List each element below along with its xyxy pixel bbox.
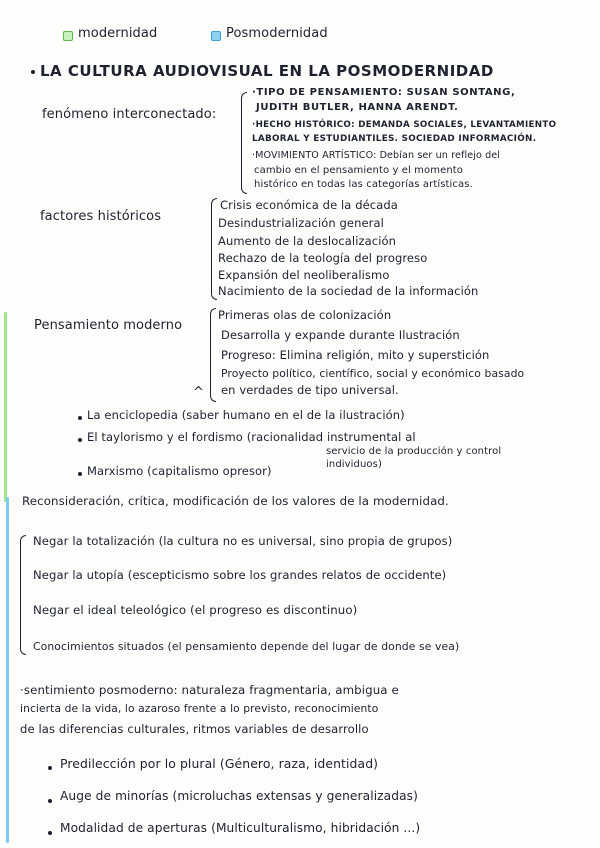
fenomeno-line: ·TIPO DE PENSAMIENTO: SUSAN SONTANG, <box>252 87 516 98</box>
modernidad-highlight-bar <box>4 312 7 502</box>
bullet-dot <box>48 766 52 770</box>
negacion-item: Negar la utopía (escepticismo sobre los grandes relatos de occidente) <box>33 568 447 582</box>
pensamiento-item: Proyecto político, científico, social y económico basado <box>221 367 525 380</box>
posmodernidad-legend-label: Posmodernidad <box>226 26 328 41</box>
negacion-item: Conocimientos situados (el pensamiento depende del lugar de donde se vea) <box>33 640 460 653</box>
bullet-dot <box>48 799 52 803</box>
sentimiento-line: incierta de la vida, lo azaroso frente a lo previsto, reconocimiento <box>20 702 379 715</box>
pensamiento-item: en verdades de tipo universal. <box>221 383 399 397</box>
pos-bullet: Auge de minorías (microluchas extensas y generalizadas) <box>60 789 418 803</box>
page-title: LA CULTURA AUDIOVISUAL EN LA POSMODERNIDAD <box>40 62 494 80</box>
pos-bullet: Modalidad de aperturas (Multiculturalismo, hibridación ...) <box>60 821 421 835</box>
sentimiento-line: ·sentimiento posmoderno: naturaleza fragmentaria, ambigua e <box>20 683 399 697</box>
title-bullet <box>31 70 35 74</box>
caret-arrow-icon: ^ <box>193 385 204 400</box>
fenomeno-line: LABORAL Y ESTUDIANTILES. SOCIEDAD INFORMACIÓN. <box>252 134 537 144</box>
bullet-dot <box>78 438 82 442</box>
pensamiento-item: Primeras olas de colonización <box>218 308 392 322</box>
factores-item: Expansión del neoliberalismo <box>218 268 390 282</box>
bullet-dot <box>48 831 52 835</box>
factores-item: Desindustrialización general <box>218 216 384 230</box>
fenomeno-line: JUDITH BUTLER, HANNA ARENDT. <box>256 102 459 113</box>
negaciones-brace <box>20 535 26 655</box>
negacion-item: Negar el ideal teleológico (el progreso es discontinuo) <box>33 603 358 617</box>
factores-brace <box>211 198 217 300</box>
bullet-dot <box>78 472 82 476</box>
fordismo-continuation: servicio de la producción y control <box>326 446 502 457</box>
pos-bullet: Predilección por lo plural (Género, raza, identidad) <box>60 756 379 771</box>
fenomeno-line: cambio en el pensamiento y el momento <box>254 165 464 176</box>
negacion-item: Negar la totalización (la cultura no es universal, sino propia de grupos) <box>33 534 453 548</box>
factores-item: Crisis económica de la década <box>220 198 398 212</box>
factores-label: factores históricos <box>40 209 162 224</box>
posmodernidad-legend-swatch <box>211 31 221 41</box>
factores-item: Aumento de la deslocalización <box>218 234 397 248</box>
reconsideracion-text: Reconsideración, crítica, modificación de los valores de la modernidad. <box>22 494 449 508</box>
fenomeno-brace <box>241 92 247 194</box>
fenomeno-line: ·HECHO HISTÓRICO: DEMANDA SOCIALES, LEVANTAMIENTO <box>252 120 557 130</box>
moderno-bullet: La enciclopedia (saber humano en el de la ilustración) <box>87 408 405 422</box>
factores-item: Rechazo de la teología del progreso <box>218 251 428 265</box>
pensamiento-label: Pensamiento moderno <box>34 318 183 333</box>
modernidad-legend-swatch <box>63 31 73 41</box>
factores-item: Nacimiento de la sociedad de la información <box>218 284 479 298</box>
fenomeno-label: fenómeno interconectado: <box>42 107 217 122</box>
bullet-dot <box>78 416 82 420</box>
fenomeno-line: histórico en todas las categorías artísticas. <box>254 179 473 190</box>
pensamiento-brace <box>210 308 216 402</box>
fenomeno-line: ·MOVIMIENTO ARTÍSTICO: Debían ser un reflejo del <box>252 150 501 161</box>
pensamiento-item: Desarrolla y expande durante Ilustración <box>221 328 460 342</box>
moderno-bullet: Marxismo (capitalismo opresor) <box>87 464 272 478</box>
posmodernidad-highlight-bar <box>6 497 9 843</box>
sentimiento-line: de las diferencias culturales, ritmos variables de desarrollo <box>20 722 369 736</box>
fordismo-continuation: individuos) <box>326 459 382 470</box>
modernidad-legend-label: modernidad <box>78 26 158 41</box>
pensamiento-item: Progreso: Elimina religión, mito y superstición <box>221 348 490 362</box>
moderno-bullet: El taylorismo y el fordismo (racionalidad instrumental al <box>87 430 416 444</box>
